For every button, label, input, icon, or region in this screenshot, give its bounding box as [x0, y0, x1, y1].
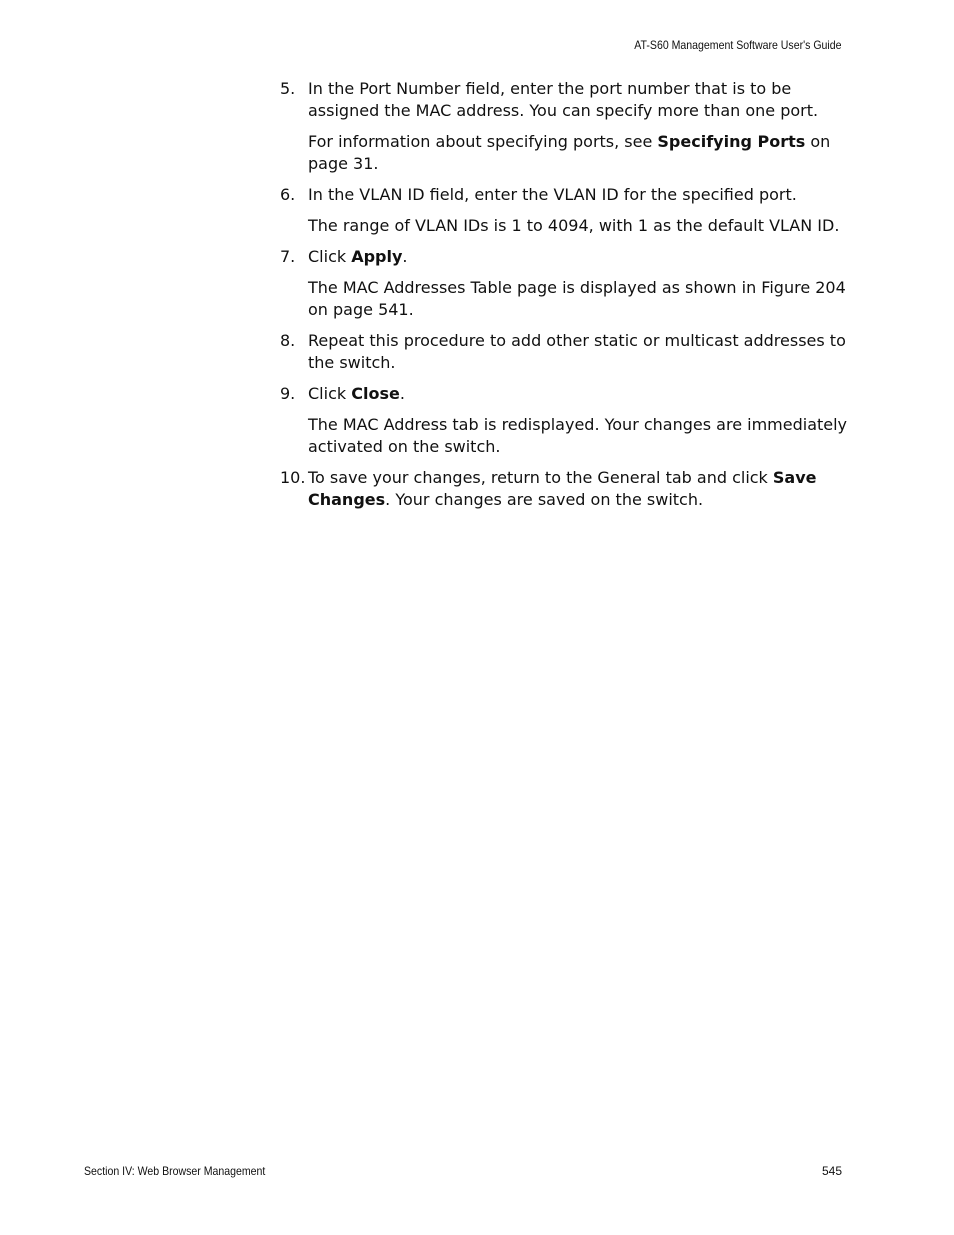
step-number: 10.	[280, 468, 306, 487]
step-number: 8.	[280, 331, 296, 350]
step-9-note: The MAC Address tab is redisplayed. Your changes are immediately activated on the switch.	[308, 415, 848, 456]
step-8	[280, 330, 850, 374]
procedure-steps	[280, 78, 850, 520]
step-7-note: The MAC Addresses Table page is displayed as shown in Figure 204 on page 541.	[308, 278, 846, 319]
step-text: .	[402, 247, 408, 266]
step-text: Repeat this procedure to add other static or multicast addresses to the switch.	[308, 331, 846, 372]
running-header: AT-S60 Management Software User's Guide	[634, 38, 842, 52]
step-text: In the VLAN ID field, enter the VLAN ID for the specified port.	[308, 185, 797, 204]
step-text: Click	[308, 247, 352, 266]
step-6-note: The range of VLAN IDs is 1 to 4094, with 1 as the default VLAN ID.	[308, 216, 840, 235]
note-text: on page 31.	[308, 132, 831, 173]
step-7	[280, 246, 850, 268]
step-6	[280, 184, 850, 206]
step-text: .	[399, 384, 405, 403]
ui-label-save-changes: Save Changes	[308, 468, 817, 509]
step-text: . Your changes are saved on the switch.	[385, 490, 704, 509]
step-number: 5.	[280, 79, 296, 98]
step-number: 6.	[280, 185, 296, 204]
step-10	[280, 467, 850, 511]
cross-reference: Specifying Ports	[657, 132, 806, 151]
footer-section: Section IV: Web Browser Management	[84, 1164, 266, 1178]
step-5-note	[308, 131, 850, 175]
ui-label-close: Close	[351, 384, 400, 403]
step-number: 7.	[280, 247, 296, 266]
step-text: To save your changes, return to the General tab and click	[308, 468, 773, 487]
page-number: 545	[821, 1164, 842, 1178]
step-number: 9.	[280, 384, 296, 403]
step-text: In the Port Number field, enter the port number that is to be assigned the MAC address. You can specify more than one port.	[308, 79, 819, 120]
note-text: For information about specifying ports, see	[308, 132, 658, 151]
step-text: Click	[308, 384, 352, 403]
ui-label-apply: Apply	[351, 247, 403, 266]
step-5	[280, 78, 850, 122]
step-9	[280, 383, 850, 405]
